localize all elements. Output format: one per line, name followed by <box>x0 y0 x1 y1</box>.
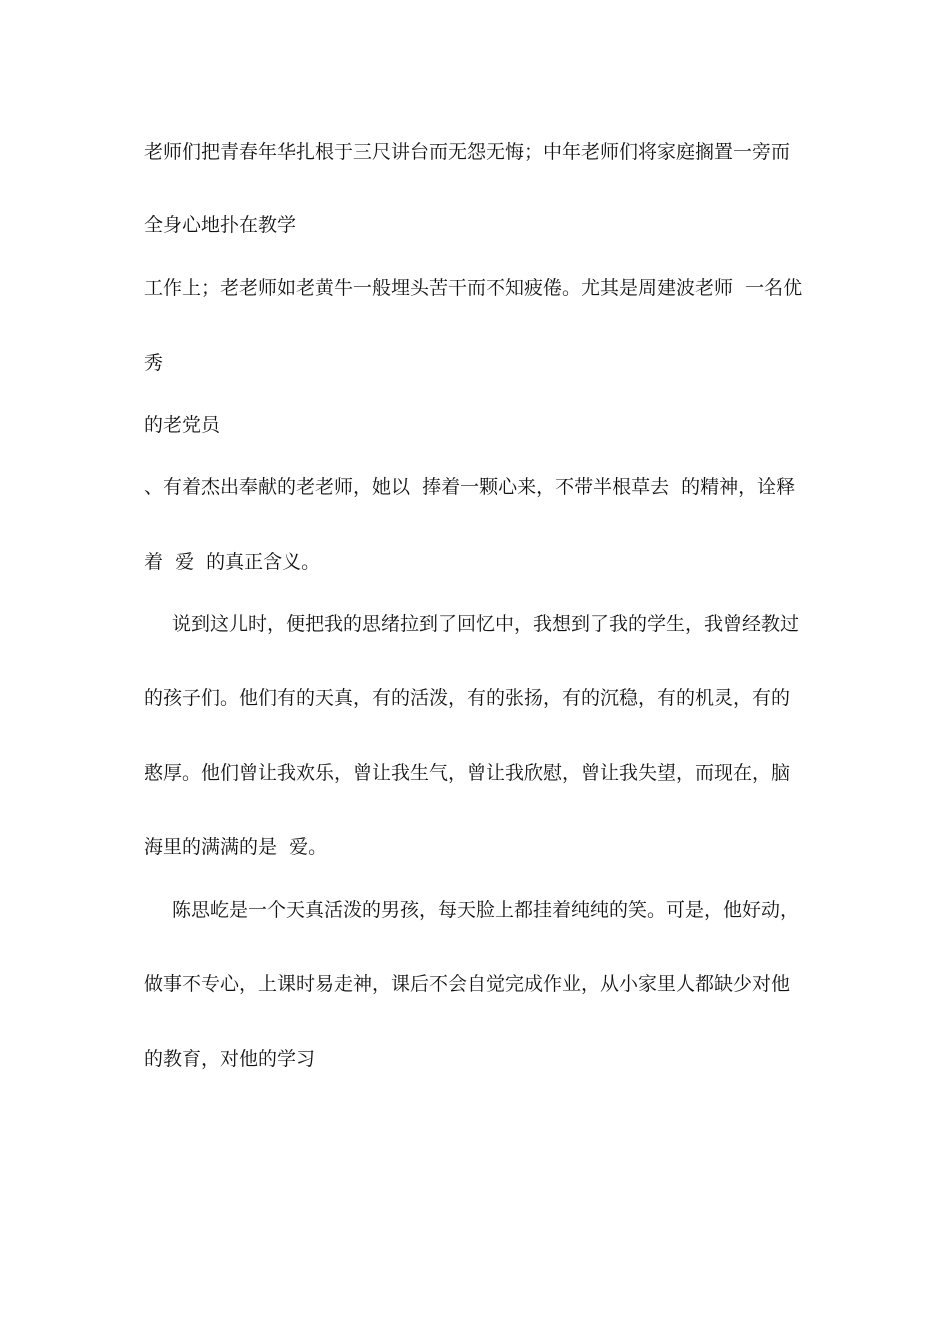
text-line: 憨厚。他们曾让我欢乐，曾让我生气，曾让我欣慰，曾让我失望，而现在，脑 <box>144 762 791 784</box>
text-line: 着 爱 的真正含义。 <box>144 551 321 573</box>
text-line: 秀 <box>144 352 164 374</box>
paragraph-first-line: 陈思屹是一个天真活泼的男孩，每天脸上都挂着纯纯的笑。可是，他好动， <box>172 899 800 921</box>
text-line: 老师们把青春年华扎根于三尺讲台而无怨无悔；中年老师们将家庭搁置一旁而 <box>144 141 791 163</box>
text-line: 的孩子们。他们有的天真，有的活泼，有的张扬，有的沉稳，有的机灵，有的 <box>144 687 791 709</box>
text-line: 的教育，对他的学习 <box>144 1048 316 1070</box>
text-line: 做事不专心，上课时易走神，课后不会自觉完成作业，从小家里人都缺少对他 <box>144 973 791 995</box>
text-line: 、有着杰出奉献的老老师，她以 捧着一颗心来，不带半根草去 的精神，诠释 <box>144 476 796 498</box>
text-line: 的老党员 <box>144 414 221 436</box>
text-line: 全身心地扑在教学 <box>144 214 297 236</box>
paragraph-first-line: 说到这儿时，便把我的思绪拉到了回忆中，我想到了我的学生，我曾经教过 <box>172 613 800 635</box>
text-line: 工作上；老老师如老黄牛一般埋头苦干而不知疲倦。尤其是周建波老师 一名优 <box>144 277 803 299</box>
text-line: 海里的满满的是 爱。 <box>144 836 328 858</box>
